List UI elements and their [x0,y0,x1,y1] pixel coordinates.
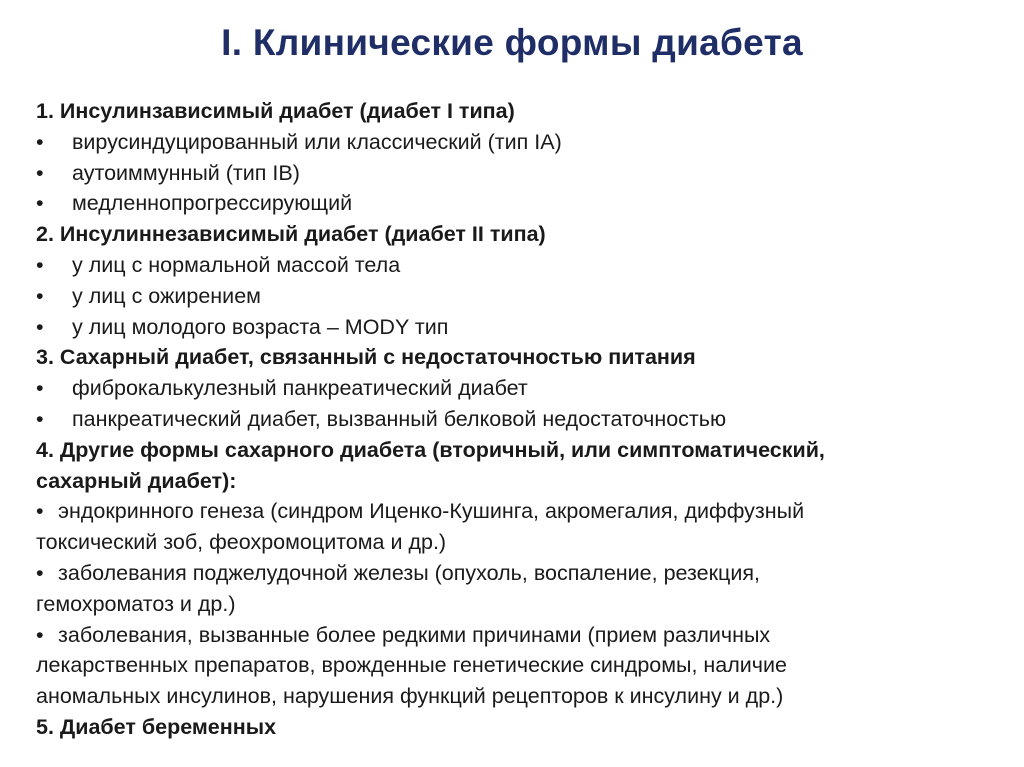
bullet-icon: • [36,252,44,277]
bullet-icon: • [36,160,44,185]
section-heading: 5. Диабет беременных [36,714,277,739]
bullet-icon: • [36,191,44,216]
list-item-continuation: лекарственных препаратов, врожденные генетические синдромы, наличие [36,653,787,678]
slide-content [36,96,996,743]
list-item: • эндокринного генеза (синдром Иценко-Кушинга, акромегалия, диффузный [36,496,996,527]
bullet-icon: • [36,314,44,339]
bullet-icon: • [36,376,44,401]
bullet-icon: • [36,560,44,585]
bullet-icon: • [36,622,44,647]
section-heading: 3. Сахарный диабет, связанный с недостаточностью питания [36,345,696,370]
list-item: • у лиц с ожирением [36,281,996,312]
section-heading: 1. Инсулинзависимый диабет (диабет I типа) [36,99,515,123]
slide-title: I. Клинические формы диабета [221,22,803,63]
bullet-icon: • [36,499,44,524]
list-item: • фиброкалькулезный панкреатический диабет [36,373,996,404]
list-item: • заболевания, вызванные более редкими причинами (прием различных [36,620,996,651]
list-item-continuation: гемохроматоз и др.) [36,591,236,616]
bullet-icon: • [36,406,44,431]
section-heading: 2. Инсулиннезависимый диабет (диабет II типа) [36,222,546,247]
list-item: • панкреатический диабет, вызванный белковой недостаточностью [36,404,996,435]
bullet-icon: • [36,129,44,154]
list-item-continuation: токсический зоб, феохромоцитома и др.) [36,530,447,555]
list-item: • у лиц молодого возраста – MODY тип [36,312,996,343]
section-heading: 4. Другие формы сахарного диабета (вторичный, или симптоматический, [36,437,825,462]
list-item: • аутоиммунный (тип IB) [36,158,996,189]
list-item: • у лиц с нормальной массой тела [36,250,996,281]
list-item-continuation: аномальных инсулинов, нарушения функций рецепторов к инсулину и др.) [36,684,784,709]
bullet-icon: • [36,283,44,308]
list-item: • медленнопрогрессирующий [36,188,996,219]
list-item: • заболевания поджелудочной железы (опухоль, воспаление, резекция, [36,558,996,589]
section-heading-continuation: сахарный диабет): [36,468,237,493]
list-item: • вирусиндуцированный или классический (тип IA) [36,127,996,158]
